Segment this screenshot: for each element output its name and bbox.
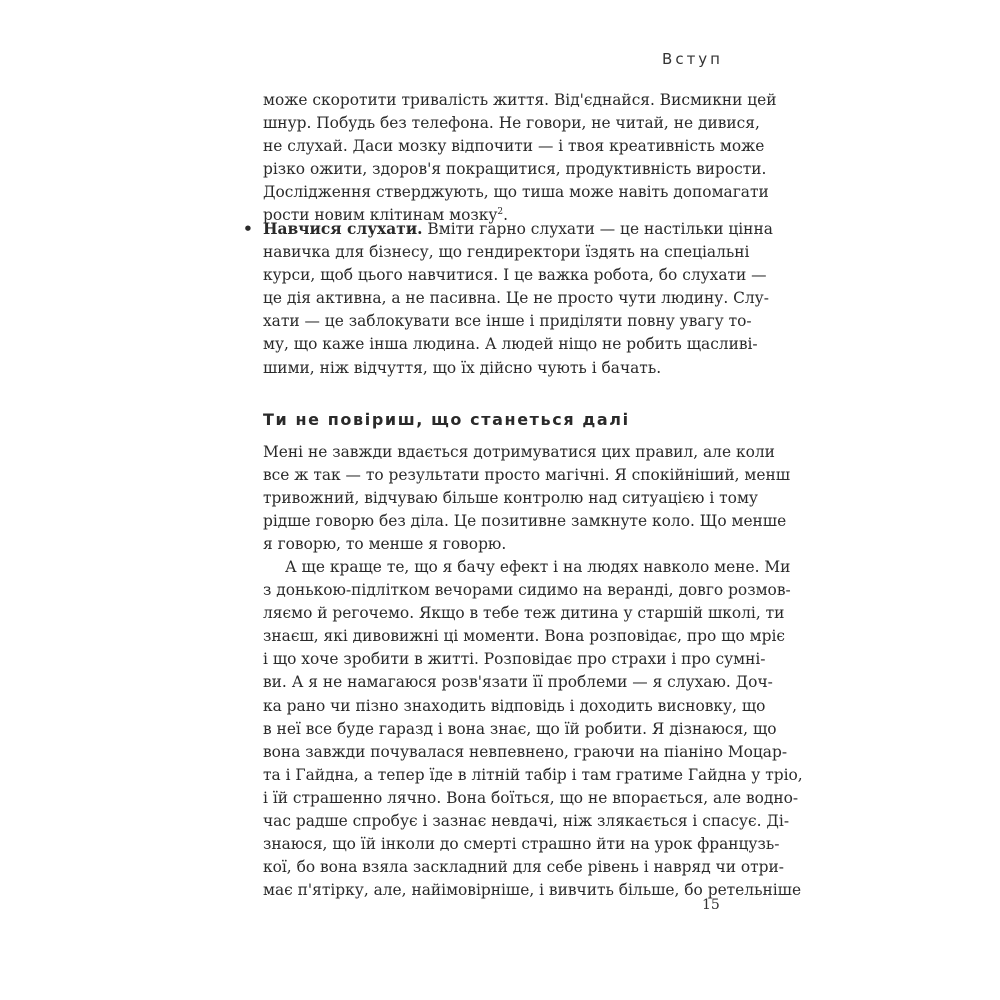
text-line: має п'ятірку, але, найімовірніше, і вивчить більше, бо ретельніше — [263, 881, 802, 900]
text-line: хати — це заблокувати все інше і приділяти повну увагу то- — [263, 312, 752, 331]
text-line: шими, ніж відчуття, що їх дійсно чують і бачать. — [263, 358, 662, 377]
text-line-content: рости новим клітинам мозку — [263, 206, 498, 225]
text-line — [263, 218, 773, 241]
running-head: Вступ — [662, 50, 723, 68]
text-line: му, що каже інша людина. А людей ніщо не робить щасливі- — [263, 335, 758, 354]
text-line: Дослідження стверджують, що тиша може навіть допомагати — [263, 183, 769, 202]
text-line: вона завжди почувалася невпевнено, граючи на піаніно Моцар- — [263, 742, 788, 761]
text-line: шнур. Побудь без телефона. Не говори, не читай, не дивися, — [263, 114, 760, 133]
text-line: Мені не завжди вдається дотримуватися цих правил, але коли — [263, 443, 775, 461]
text-line: і їй страшенно лячно. Вона боїться, що не впорається, але водно- — [263, 788, 799, 807]
text-line: навичка для бізнесу, що гендиректори їздять на спеціальні — [263, 243, 750, 262]
paragraph-1 — [263, 441, 791, 556]
text-line: може скоротити тривалість життя. Від'єднайся. Висмикни цей — [263, 91, 777, 109]
text-line: час радше спробує і зазнає невдачі, ніж злякається і спасує. Ді- — [263, 812, 790, 831]
text-line: це дія активна, а не пасивна. Це не просто чути людину. Слу- — [263, 289, 769, 308]
bullet-icon: • — [243, 220, 253, 238]
text-line: рідше говорю без діла. Це позитивне замкнуте коло. Що менше — [263, 512, 787, 531]
text-line: рости новим клітинам мозку$^2$. — [263, 206, 509, 225]
text-line: кої, бо вона взяла заскладний для себе рівень і навряд чи отри- — [263, 858, 784, 877]
text-line: ка рано чи пізно знаходить відповідь і доходить висновку, що — [263, 696, 766, 715]
text-line: А ще краще те, що я бачу ефект і на людях навколо мене. Ми — [285, 558, 791, 576]
bullet-item-continuation — [263, 89, 777, 228]
text-line: в неї все буде гаразд і вона знає, що їй робити. Я дізнаюся, що — [263, 719, 777, 738]
text-line: з донькою-підлітком вечорами сидимо на веранді, довго розмов- — [263, 581, 791, 600]
page-number: 15 — [702, 897, 720, 913]
text-line: курси, щоб цього навчитися. І це важка робота, бо слухати — — [263, 266, 767, 285]
bullet-lead: Навчися слухати. — [263, 220, 423, 238]
footnote-marker: 2 — [497, 207, 504, 218]
bullet-item-listening — [243, 218, 773, 380]
text-line: все ж так — то результати просто магічні. Я спокійніший, менш — [263, 466, 791, 485]
text-line: різко ожити, здоров'я покращитися, продуктивність вирости. — [263, 160, 767, 179]
section-heading: Ти не повіриш, що станеться далі — [263, 410, 630, 429]
text-line: тривожний, відчуваю більше контролю над ситуацією і тому — [263, 489, 758, 508]
text-line: ви. А я не намагаюся розв'язати її проблеми — я слухаю. Доч- — [263, 673, 773, 692]
text-line: знаюся, що їй інколи до смерті страшно йти на урок французь- — [263, 835, 780, 854]
text-line: та і Гайдна, а тепер їде в літній табір і там гратиме Гайдна у тріо, — [263, 765, 803, 784]
text-line-rest: Вміти гарно слухати — це настільки цінна — [422, 220, 773, 238]
paragraph-2 — [263, 556, 803, 902]
text-line: і що хоче зробити в житті. Розповідає про страхи і про сумні- — [263, 650, 766, 669]
text-line: я говорю, то менше я говорю. — [263, 535, 507, 554]
text-line: ляємо й регочемо. Якщо в тебе теж дитина у старшій школі, ти — [263, 604, 785, 623]
text-line: знаєш, які дивовижні ці моменти. Вона розповідає, про що мріє — [263, 627, 786, 646]
text-line: не слухай. Даси мозку відпочити — і твоя креативність може — [263, 137, 765, 156]
